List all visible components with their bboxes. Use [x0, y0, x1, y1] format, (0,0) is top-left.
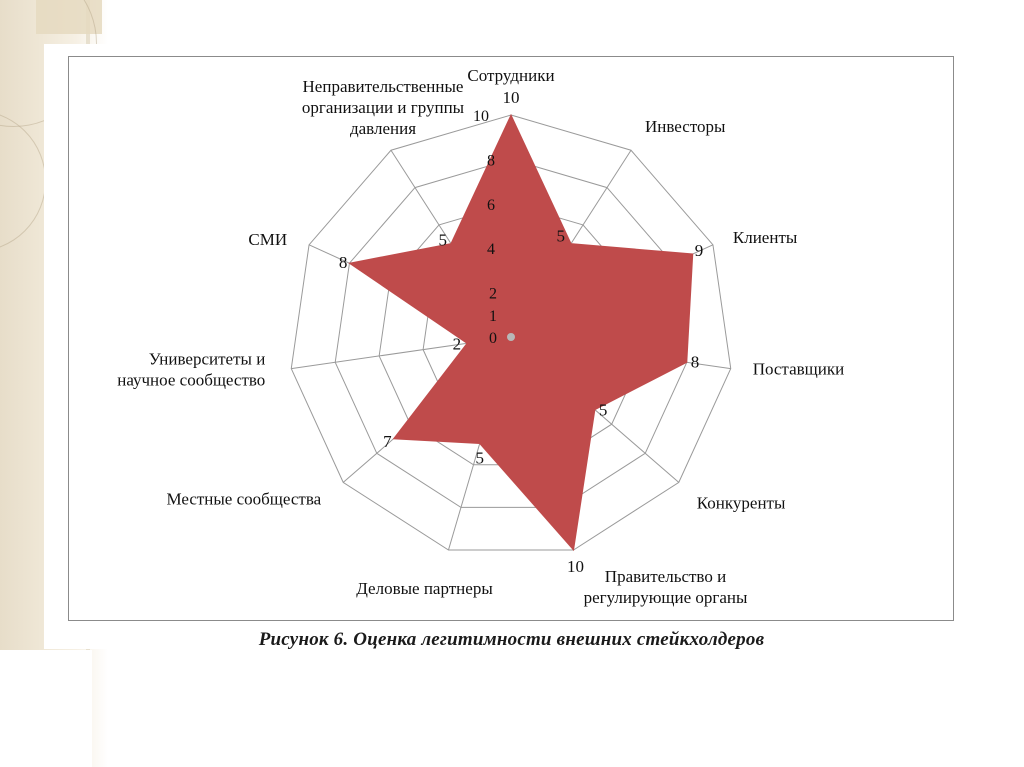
radial-tick-label: 2 [489, 285, 497, 303]
data-value-label: 5 [556, 226, 565, 246]
category-label: Деловые партнеры [356, 579, 493, 598]
series-area [349, 115, 692, 550]
category-label: Местные сообщества [166, 489, 322, 509]
data-value-label: 9 [694, 241, 704, 260]
data-value-label: 7 [383, 431, 392, 451]
radial-tick-label: 4 [487, 241, 495, 259]
category-label: СМИ [248, 229, 288, 249]
figure-caption: Рисунок 6. Оценка легитимности внешних стейкхолдеров [258, 629, 765, 650]
category-label: Клиенты [732, 227, 798, 247]
category-label: Сотрудники [467, 66, 555, 85]
radar-chart-frame [68, 56, 954, 621]
data-value-label: 5 [438, 230, 447, 250]
radial-tick-label: 0 [489, 330, 497, 347]
radial-tick-label: 1 [489, 307, 497, 325]
category-label: Неправительственные организации и группы давления [301, 77, 465, 139]
data-value-label: 10 [567, 557, 584, 576]
data-value-label: 8 [338, 253, 348, 273]
radar-chart [69, 57, 953, 620]
chart-center-marker [507, 333, 515, 341]
figure-card [44, 44, 979, 649]
category-label: Поставщики [752, 359, 845, 379]
data-value-label: 2 [452, 334, 462, 354]
category-label: Университеты и научное сообщество [117, 349, 266, 390]
category-label: Конкуренты [696, 493, 786, 513]
data-value-label: 5 [475, 448, 484, 468]
data-value-label: 8 [690, 352, 700, 372]
data-value-label: 5 [598, 400, 608, 420]
category-label: Инвесторы [645, 117, 726, 137]
radial-tick-label: 10 [473, 108, 489, 125]
decorative-bottom-block [0, 650, 92, 767]
radial-tick-label: 6 [487, 196, 495, 214]
data-value-label: 10 [502, 88, 520, 107]
category-label: Правительство и регулирующие органы [583, 567, 748, 607]
radial-tick-label: 8 [487, 152, 495, 170]
